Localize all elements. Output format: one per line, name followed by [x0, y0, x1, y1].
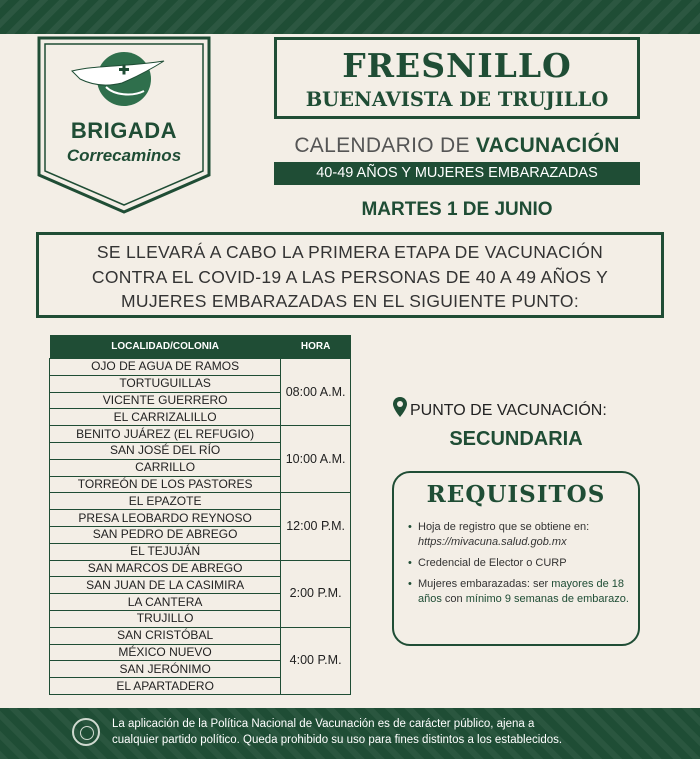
place-cell: EL EPAZOTE: [50, 493, 281, 510]
place-cell: EL CARRIZALILLO: [50, 409, 281, 426]
place-cell: SAN JUAN DE LA CASIMIRA: [50, 577, 281, 594]
requisito-item: [408, 556, 634, 571]
requisito-text: Hoja de registro que se obtiene en:: [418, 521, 590, 533]
table-row: [50, 493, 351, 510]
time-cell: 10:00 A.M.: [281, 426, 351, 493]
announcement-box: [36, 232, 664, 318]
announcement-line-1: SE LLEVARÁ A CABO LA PRIMERA ETAPA DE VACUNACIÓN: [96, 242, 604, 262]
footer-line-2: cualquier partido político. Queda prohibido su uso para fines distintos a los establecidos.: [112, 734, 563, 746]
place-cell: TRUJILLO: [50, 610, 281, 627]
requisito-text: Mujeres embarazadas: ser: [418, 578, 552, 590]
subcity-name: BUENAVISTA DE TRUJILLO: [305, 88, 609, 111]
correcaminos-subtitle: Correcaminos: [66, 146, 182, 165]
brigada-title: BRIGADA: [70, 118, 178, 143]
table-row: [50, 426, 351, 443]
registration-url: https://mivacuna.salud.gob.mx: [418, 536, 567, 548]
map-pin-icon: [392, 396, 408, 418]
age-group-banner: 40-49 AÑOS Y MUJERES EMBARAZADAS: [274, 162, 640, 185]
place-cell: EL TEJUJÁN: [50, 543, 281, 560]
place-cell: LA CANTERA: [50, 594, 281, 611]
table-row: [50, 627, 351, 644]
time-cell: 4:00 P.M.: [281, 627, 351, 694]
time-cell: 2:00 P.M.: [281, 560, 351, 627]
place-cell: BENITO JUÁREZ (EL REFUGIO): [50, 426, 281, 443]
place-cell: MÉXICO NUEVO: [50, 644, 281, 661]
roadrunner-logo-icon: [72, 52, 164, 106]
footer-line-1: La aplicación de la Política Nacional de Vacunación es de carácter público, ajena a: [112, 718, 535, 730]
vaccination-date: MARTES 1 DE JUNIO: [361, 199, 553, 220]
schedule-table: [49, 335, 351, 695]
calendar-prefix: CALENDARIO DE: [294, 134, 476, 157]
requisito-highlight: mayores de 18 años: [418, 578, 625, 605]
requisitos-list: [408, 520, 634, 613]
requisito-highlight: mínimo 9 semanas de embarazo.: [465, 593, 629, 605]
place-cell: SAN CRISTÓBAL: [50, 627, 281, 644]
national-seal-icon: [72, 718, 100, 746]
time-cell: 08:00 A.M.: [281, 359, 351, 426]
column-header-localidad: LOCALIDAD/COLONIA: [50, 335, 281, 359]
requisito-text: Credencial de Elector o CURP: [418, 557, 567, 569]
calendar-heading: [274, 134, 640, 158]
place-cell: SAN JOSÉ DEL RÍO: [50, 442, 281, 459]
requisito-item: [408, 577, 634, 607]
place-cell: TORTUGUILLAS: [50, 375, 281, 392]
table-header-row: [50, 335, 351, 359]
place-cell: EL APARTADERO: [50, 678, 281, 695]
requisitos-title: REQUISITOS: [426, 481, 606, 508]
place-cell: OJO DE AGUA DE RAMOS: [50, 359, 281, 376]
table-row: [50, 359, 351, 376]
calendar-bold-word: VACUNACIÓN: [475, 134, 620, 157]
place-cell: SAN JERÓNIMO: [50, 661, 281, 678]
city-name: FRESNILLO: [342, 46, 572, 85]
table-row: [50, 560, 351, 577]
place-cell: SAN MARCOS DE ABREGO: [50, 560, 281, 577]
top-decorative-band: [0, 0, 700, 34]
place-cell: PRESA LEOBARDO REYNOSO: [50, 510, 281, 527]
announcement-line-2: CONTRA EL COVID-19 A LAS PERSONAS DE 40 A 49 AÑOS Y: [91, 266, 609, 287]
punto-value: SECUNDARIA: [449, 428, 583, 450]
requisito-text: con: [441, 593, 466, 605]
requisito-item: [408, 520, 634, 550]
announcement-text: [39, 240, 661, 314]
footer-legal-text: [112, 716, 672, 748]
requisitos-box: [392, 471, 640, 646]
time-cell: 12:00 P.M.: [281, 493, 351, 560]
place-cell: SAN PEDRO DE ABREGO: [50, 526, 281, 543]
place-cell: TORREÓN DE LOS PASTORES: [50, 476, 281, 493]
column-header-hora: HORA: [281, 335, 351, 359]
place-cell: CARRILLO: [50, 459, 281, 476]
location-title-box: [274, 37, 640, 119]
place-cell: VICENTE GUERRERO: [50, 392, 281, 409]
announcement-line-3: MUJERES EMBARAZADAS EN EL SIGUIENTE PUNTO:: [121, 291, 579, 311]
punto-label: PUNTO DE VACUNACIÓN:: [410, 402, 607, 419]
